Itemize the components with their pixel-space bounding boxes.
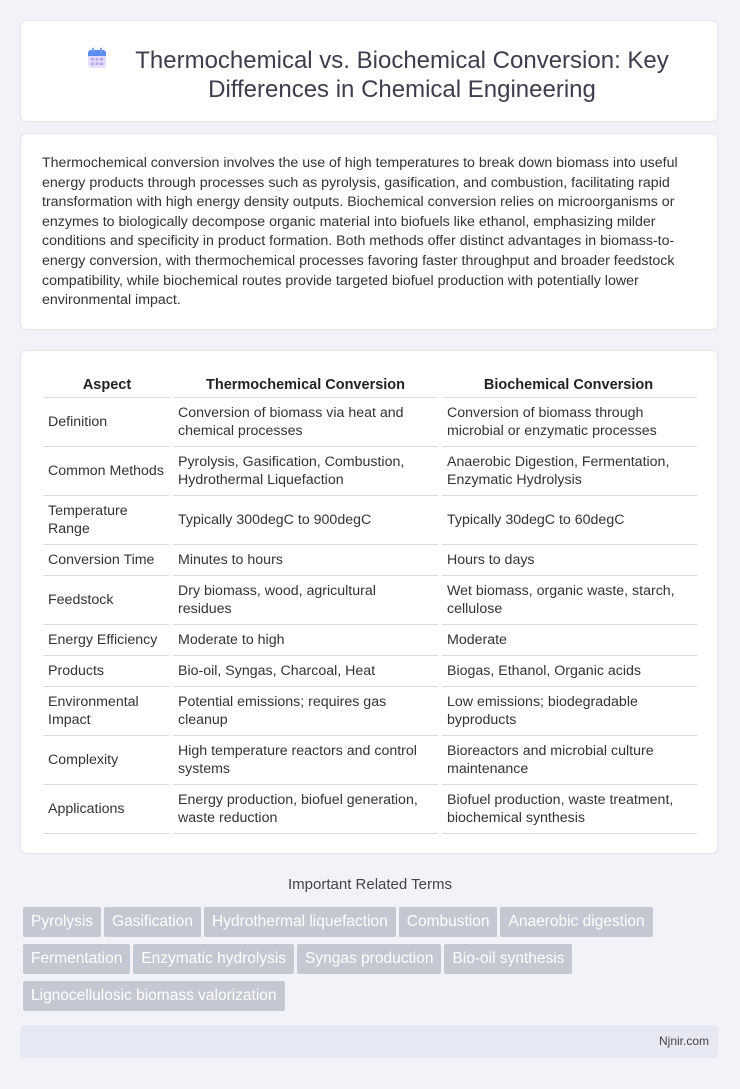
table-row bbox=[43, 496, 697, 545]
footer bbox=[20, 1025, 718, 1058]
intro-paragraph: Thermochemical conversion involves the use of high temperatures to break down biomass into useful energy products through processes such as pyrolysis, gasification, and combustion, facilitating rapid transformation with high energy density outputs. Biochemical conversion relies on microorganisms or enzymes to biologically decompose organic material into biofuels like ethanol, emphasizing milder conditions and specificity in product formation. Both methods offer distinct advantages in biomass-to-energy conversion, with thermochemical processes favoring faster throughput and broader feedstock compatibility, while biochemical routes provide targeted biofuel production with potentially lower environmental impact. bbox=[42, 155, 678, 309]
row-thermochemical: Dry biomass, wood, agricultural residues bbox=[171, 576, 440, 625]
comparison-table bbox=[43, 371, 697, 834]
table-row bbox=[43, 656, 697, 687]
row-aspect: Applications bbox=[43, 785, 171, 834]
calendar-icon bbox=[87, 47, 107, 69]
related-term-tag[interactable]: Fermentation bbox=[23, 944, 130, 974]
related-term-tag[interactable]: Syngas production bbox=[297, 944, 441, 974]
table-row bbox=[43, 447, 697, 496]
table-row bbox=[43, 576, 697, 625]
row-thermochemical: Potential emissions; requires gas cleanup bbox=[171, 687, 440, 736]
header-biochemical: Biochemical Conversion bbox=[440, 371, 697, 398]
row-aspect: Environmental Impact bbox=[43, 687, 171, 736]
row-thermochemical: Moderate to high bbox=[171, 625, 440, 656]
row-thermochemical: Minutes to hours bbox=[171, 545, 440, 576]
row-aspect: Definition bbox=[43, 398, 171, 447]
row-biochemical: Anaerobic Digestion, Fermentation, Enzymatic Hydrolysis bbox=[440, 447, 697, 496]
row-aspect: Common Methods bbox=[43, 447, 171, 496]
related-term-tag[interactable]: Pyrolysis bbox=[23, 907, 101, 937]
row-biochemical: Typically 30degC to 60degC bbox=[440, 496, 697, 545]
row-thermochemical: Conversion of biomass via heat and chemical processes bbox=[171, 398, 440, 447]
table-header-row bbox=[43, 371, 697, 398]
related-term-tag[interactable]: Gasification bbox=[104, 907, 201, 937]
intro-card bbox=[20, 133, 718, 330]
related-terms-list bbox=[23, 907, 717, 1018]
row-aspect: Temperature Range bbox=[43, 496, 171, 545]
row-biochemical: Conversion of biomass through microbial or enzymatic processes bbox=[440, 398, 697, 447]
row-biochemical: Moderate bbox=[440, 625, 697, 656]
row-biochemical: Wet biomass, organic waste, starch, cellulose bbox=[440, 576, 697, 625]
row-aspect: Products bbox=[43, 656, 171, 687]
table-row bbox=[43, 736, 697, 785]
table-row bbox=[43, 687, 697, 736]
footer-site-link[interactable]: Njnir.com bbox=[658, 1034, 709, 1048]
row-aspect: Complexity bbox=[43, 736, 171, 785]
related-term-tag[interactable]: Enzymatic hydrolysis bbox=[133, 944, 294, 974]
related-term-tag[interactable]: Lignocellulosic biomass valorization bbox=[23, 981, 285, 1011]
row-biochemical: Biogas, Ethanol, Organic acids bbox=[440, 656, 697, 687]
row-thermochemical: Energy production, biofuel generation, waste reduction bbox=[171, 785, 440, 834]
related-term-tag[interactable]: Bio-oil synthesis bbox=[444, 944, 572, 974]
row-thermochemical: High temperature reactors and control systems bbox=[171, 736, 440, 785]
comparison-card bbox=[20, 350, 718, 854]
title-card bbox=[20, 20, 718, 122]
row-thermochemical: Bio-oil, Syngas, Charcoal, Heat bbox=[171, 656, 440, 687]
table-row bbox=[43, 625, 697, 656]
row-thermochemical: Typically 300degC to 900degC bbox=[171, 496, 440, 545]
row-biochemical: Hours to days bbox=[440, 545, 697, 576]
table-row bbox=[43, 785, 697, 834]
table-row bbox=[43, 545, 697, 576]
row-biochemical: Bioreactors and microbial culture maintenance bbox=[440, 736, 697, 785]
header-aspect: Aspect bbox=[43, 371, 171, 398]
row-aspect: Energy Efficiency bbox=[43, 625, 171, 656]
page-title: Thermochemical vs. Biochemical Conversion: Key Differences in Chemical Engineering bbox=[135, 47, 669, 103]
row-biochemical: Low emissions; biodegradable byproducts bbox=[440, 687, 697, 736]
table-row bbox=[43, 398, 697, 447]
row-aspect: Conversion Time bbox=[43, 545, 171, 576]
related-term-tag[interactable]: Combustion bbox=[399, 907, 498, 937]
row-biochemical: Biofuel production, waste treatment, biochemical synthesis bbox=[440, 785, 697, 834]
related-terms-title: Important Related Terms bbox=[288, 876, 452, 893]
header-thermochemical: Thermochemical Conversion bbox=[171, 371, 440, 398]
related-term-tag[interactable]: Hydrothermal liquefaction bbox=[204, 907, 396, 937]
related-term-tag[interactable]: Anaerobic digestion bbox=[500, 907, 652, 937]
row-aspect: Feedstock bbox=[43, 576, 171, 625]
row-thermochemical: Pyrolysis, Gasification, Combustion, Hydrothermal Liquefaction bbox=[171, 447, 440, 496]
